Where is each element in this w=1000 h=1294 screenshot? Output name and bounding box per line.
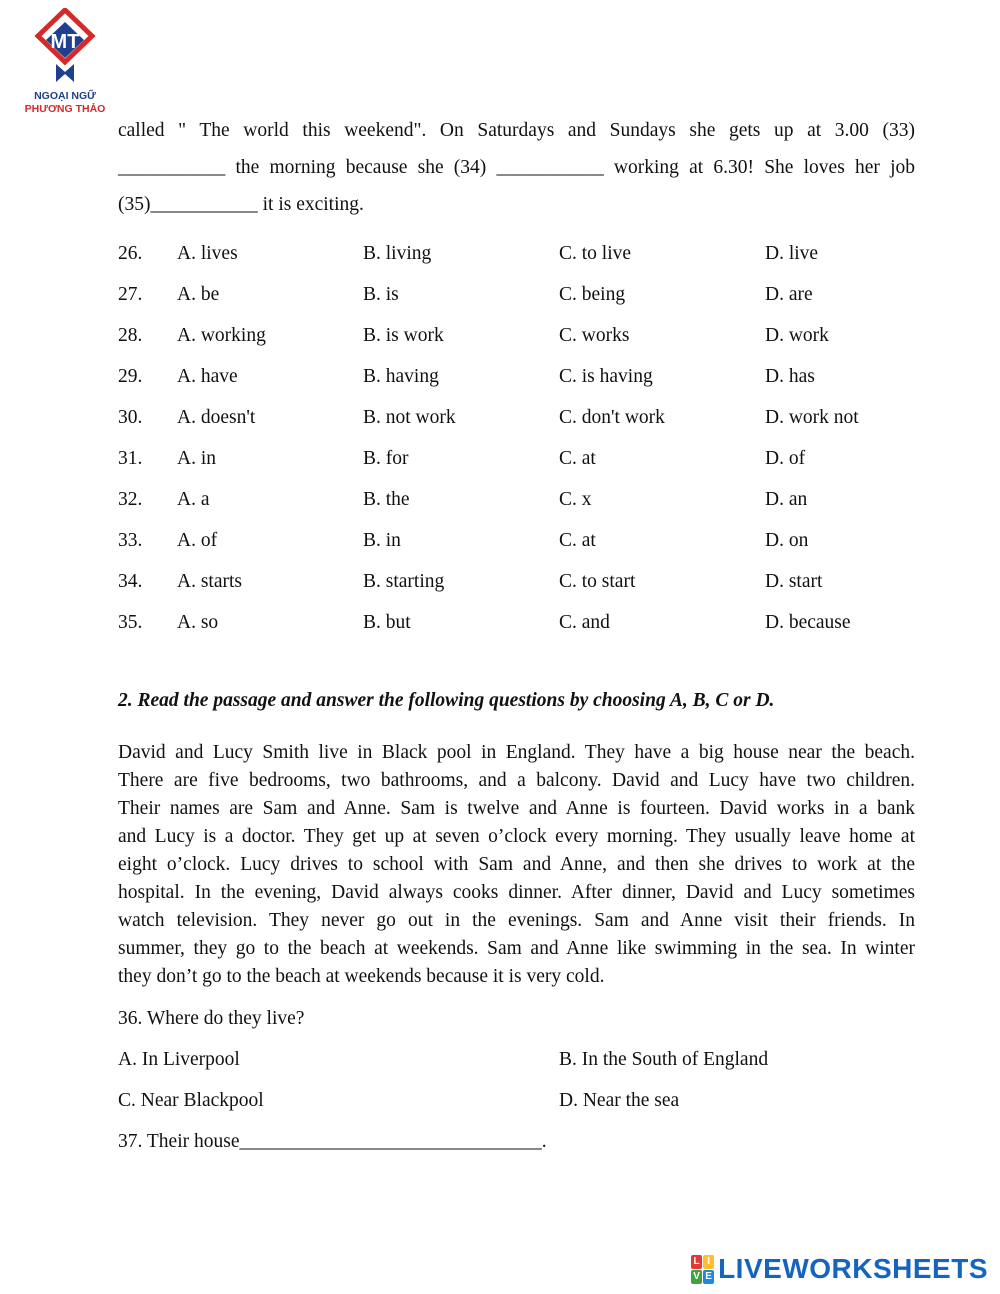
question-row [118, 280, 918, 310]
brand-letter: E [703, 1270, 714, 1284]
option-a[interactable]: A. have [177, 366, 238, 387]
publisher-logo [14, 8, 116, 118]
question-36-text: 36. Where do they live? [118, 1008, 305, 1029]
option-c[interactable]: C. don't work [559, 407, 665, 428]
option-c[interactable]: C. and [559, 612, 610, 633]
reading-passage [118, 739, 915, 991]
option-c[interactable]: C. x [559, 489, 592, 510]
option-b[interactable]: B. the [363, 489, 410, 510]
brand-letter: V [691, 1270, 702, 1284]
logo-line-1: NGOẠI NGỮ [34, 90, 96, 102]
option-b[interactable]: B. not work [363, 407, 456, 428]
q36-option-d[interactable]: D. Near the sea [559, 1090, 680, 1111]
option-c[interactable]: C. is having [559, 366, 653, 387]
option-d[interactable]: D. because [765, 612, 851, 633]
option-a[interactable]: A. so [177, 612, 219, 633]
question-number: 35. [118, 612, 143, 633]
option-d[interactable]: D. are [765, 284, 813, 305]
paragraph-line: called " The world this weekend". On Saturdays and Sundays she gets up at 3.00 (33) [118, 120, 915, 141]
question-row [118, 485, 918, 515]
question-number: 33. [118, 530, 143, 551]
option-c[interactable]: C. at [559, 448, 596, 469]
option-a[interactable]: A. of [177, 530, 218, 551]
option-a[interactable]: A. working [177, 325, 266, 346]
brand-wordmark: LIVEWORKSHEETS [718, 1253, 988, 1284]
brand-letters-icon [691, 1255, 714, 1284]
passage-line: summer, they go to the beach at weekends. Sam and Anne like swimming in the sea. In winter [118, 938, 915, 959]
option-a[interactable]: A. in [177, 448, 216, 469]
question-number: 26. [118, 243, 143, 264]
option-d[interactable]: D. of [765, 448, 806, 469]
question-number: 30. [118, 407, 143, 428]
passage-line: Their names are Sam and Anne. Sam is twelve and Anne is fourteen. David works in a bank [118, 798, 915, 819]
paragraph-line: ___________ the morning because she (34) ___________ working at 6.30! She loves her job [118, 157, 915, 178]
option-b[interactable]: B. is work [363, 325, 444, 346]
option-d[interactable]: D. has [765, 366, 815, 387]
question-row [118, 239, 918, 269]
logo-emblem-icon [34, 8, 96, 86]
question-row [118, 444, 918, 474]
question-row [118, 567, 918, 597]
passage-line: and Lucy is a doctor. They get up at seven o’clock every morning. They usually leave home at [118, 826, 915, 847]
passage-line: eight o’clock. Lucy drives to school with Sam and Anne, and then she drives to work at the [118, 854, 915, 875]
paragraph-line: (35)___________ it is exciting. [118, 194, 364, 215]
brand-letter: L [691, 1255, 702, 1269]
question-row [118, 321, 918, 351]
option-b[interactable]: B. having [363, 366, 439, 387]
question-row [118, 403, 918, 433]
question-number: 31. [118, 448, 143, 469]
option-b[interactable]: B. living [363, 243, 432, 264]
option-d[interactable]: D. work [765, 325, 829, 346]
logo-line-2: PHƯƠNG THẢO [24, 103, 106, 115]
question-number: 29. [118, 366, 143, 387]
option-c[interactable]: C. to start [559, 571, 636, 592]
liveworksheets-brand [691, 1252, 988, 1286]
option-a[interactable]: A. starts [177, 571, 242, 592]
passage-line: they don’t go to the beach at weekends because it is very cold. [118, 966, 605, 987]
question-number: 27. [118, 284, 143, 305]
question-37-text: 37. Their house_______________________________. [118, 1131, 547, 1152]
passage-line: watch television. They never go out in the evenings. Sam and Anne visit their friends. In [118, 910, 915, 931]
q36-option-b[interactable]: B. In the South of England [559, 1049, 769, 1070]
q36-option-a[interactable]: A. In Liverpool [118, 1049, 240, 1070]
option-c[interactable]: C. to live [559, 243, 632, 264]
question-number: 28. [118, 325, 143, 346]
option-c[interactable]: C. works [559, 325, 630, 346]
option-c[interactable]: C. being [559, 284, 626, 305]
option-b[interactable]: B. in [363, 530, 401, 551]
option-a[interactable]: A. doesn't [177, 407, 256, 428]
section-heading: 2. Read the passage and answer the following questions by choosing A, B, C or D. [118, 690, 775, 711]
question-row [118, 608, 918, 638]
option-d[interactable]: D. on [765, 530, 809, 551]
option-b[interactable]: B. starting [363, 571, 445, 592]
option-a[interactable]: A. a [177, 489, 210, 510]
passage-line: David and Lucy Smith live in Black pool in England. They have a big house near the beach. [118, 742, 915, 763]
intro-paragraph [118, 112, 915, 223]
brand-letter: I [703, 1255, 714, 1269]
question-row [118, 526, 918, 556]
option-d[interactable]: D. an [765, 489, 808, 510]
option-d[interactable]: D. live [765, 243, 819, 264]
question-row [118, 362, 918, 392]
option-b[interactable]: B. is [363, 284, 399, 305]
passage-line: There are five bedrooms, two bathrooms, and a balcony. David and Lucy have two children. [118, 770, 915, 791]
passage-line: hospital. In the evening, David always cooks dinner. After dinner, David and Lucy sometimes [118, 882, 915, 903]
option-a[interactable]: A. lives [177, 243, 238, 264]
option-c[interactable]: C. at [559, 530, 596, 551]
option-d[interactable]: D. start [765, 571, 823, 592]
question-number: 34. [118, 571, 143, 592]
option-d[interactable]: D. work not [765, 407, 859, 428]
option-b[interactable]: B. but [363, 612, 411, 633]
option-a[interactable]: A. be [177, 284, 220, 305]
logo-monogram: MT [50, 31, 80, 53]
question-number: 32. [118, 489, 143, 510]
option-b[interactable]: B. for [363, 448, 409, 469]
q36-option-c[interactable]: C. Near Blackpool [118, 1090, 264, 1111]
